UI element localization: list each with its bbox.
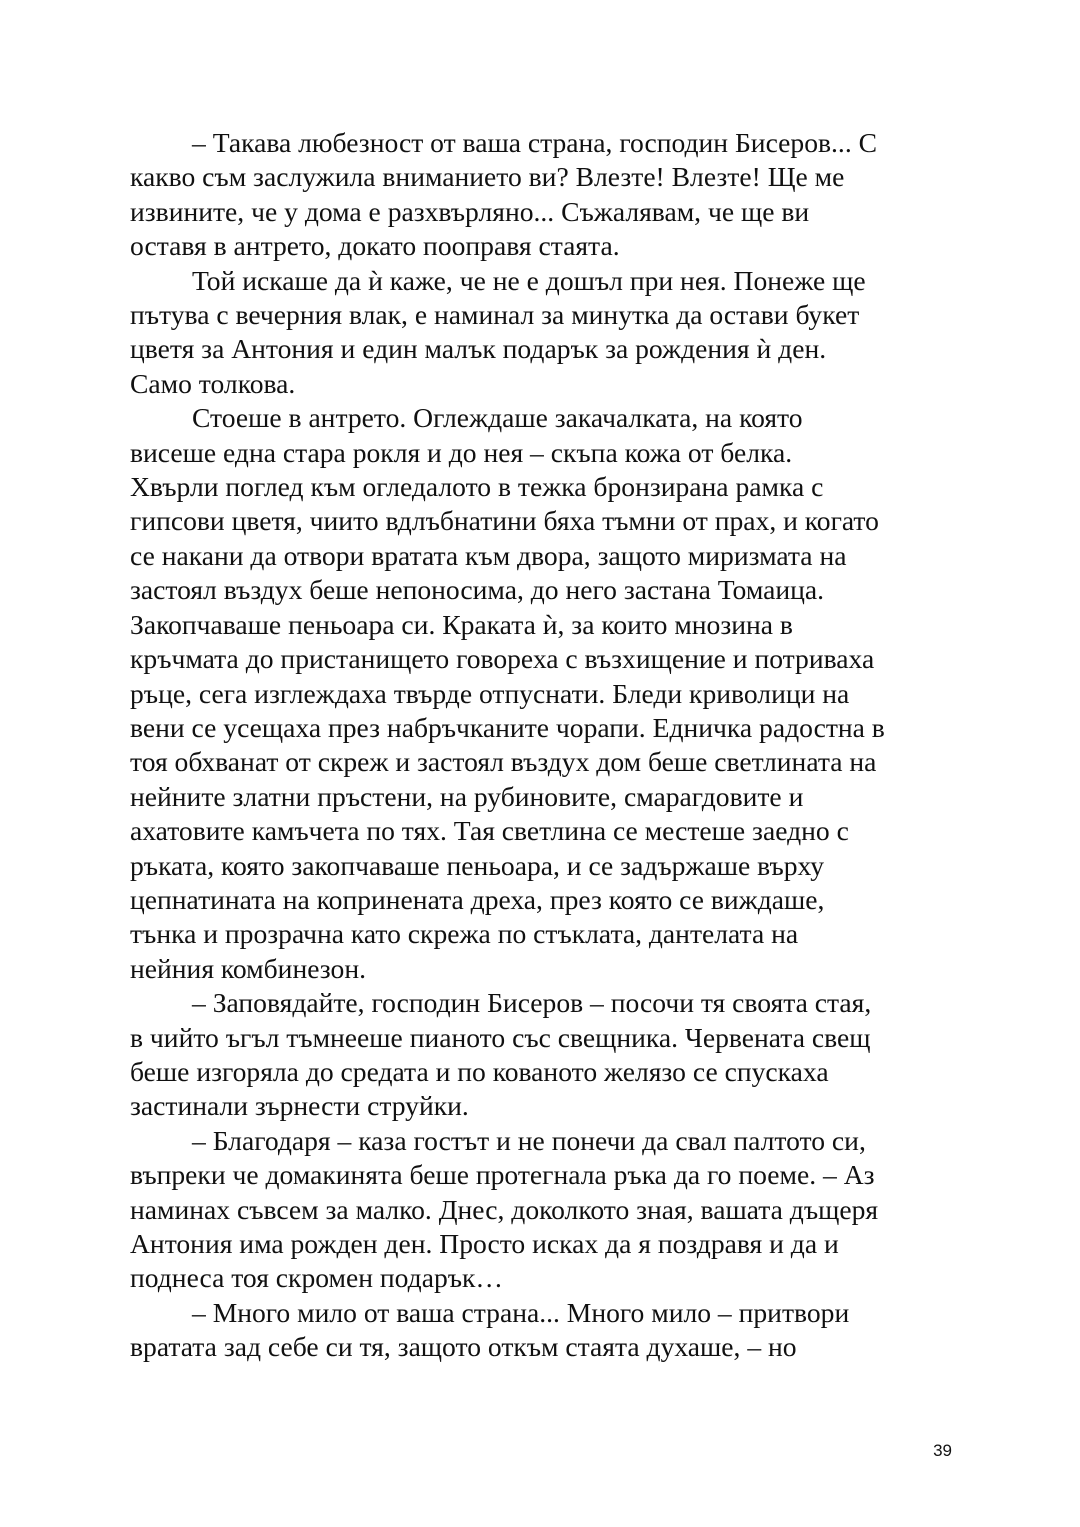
text-line: какво съм заслужила вниманието ви? Влезте! Влезте! Ще ме — [130, 161, 845, 193]
text-line: въпреки че домакинята беше протегнала ръка да го поеме. – Аз — [130, 1159, 875, 1191]
text-line: цепнатината на копринената дреха, през която се виждаше, — [130, 883, 825, 915]
text-line: Само толкова. — [130, 367, 296, 399]
paragraph — [130, 401, 952, 986]
paragraph — [130, 986, 952, 1124]
text-line: се накани да отвори вратата към двора, защото миризмата на — [130, 539, 847, 571]
text-line: застоял въздух беше непоносима, до него застана Томаица. — [130, 574, 825, 606]
text-line: беше изгоряла до средата и по кованото желязо се спускаха — [130, 1055, 829, 1087]
text-line: – Благодаря – каза гостът и не понечи да свал палтото си, — [192, 1124, 866, 1156]
paragraph — [130, 264, 952, 402]
paragraph — [130, 1296, 952, 1365]
text-line: тоя обхванат от скреж и застоял въздух дом беше светлината на — [130, 746, 877, 778]
text-line: гипсови цветя, чиито вдлъбнатини бяха тъмни от прах, и когато — [130, 505, 879, 537]
text-line: извините, че у дома е разхвърляно... Съжалявам, че ще ви — [130, 195, 810, 227]
text-line: пътува с вечерния влак, е наминал за минутка да остави букет — [130, 299, 860, 331]
text-line: оставя в антрето, докато пооправя стаята. — [130, 230, 620, 262]
text-line: Той искаше да ѝ каже, че не е дошъл при нея. Понеже ще — [192, 264, 866, 296]
text-line: ръката, която закопчаваше пеньоара, и се задържаше върху — [130, 849, 825, 881]
text-line: цветя за Антония и един малък подарък за рождения ѝ ден. — [130, 333, 827, 365]
text-line: тънка и прозрачна като скрежа по стъклата, дантелата на — [130, 918, 799, 950]
text-line: вени се усещаха през набръчканите чорапи. Едничка радостна в — [130, 711, 885, 743]
text-line: поднеса тоя скромен подарък… — [130, 1262, 504, 1294]
text-line: Антония има рожден ден. Просто исках да я поздравя и да и — [130, 1228, 839, 1259]
text-line: нейните златни пръстени, на рубиновите, смарагдовите и — [130, 780, 804, 812]
text-line: – Заповядайте, господин Бисеров – посочи тя своята стая, — [192, 987, 872, 1019]
text-line: застинали зърнести струйки. — [130, 1090, 469, 1122]
body-text — [130, 126, 952, 1365]
text-line: вратата зад себе си тя, защото откъм стаята духаше, – но — [130, 1331, 797, 1363]
text-line: кръчмата до пристанището говореха с възхищение и потриваха — [130, 643, 875, 675]
text-line: – Такава любезност от ваша страна, господин Бисеров... С — [192, 127, 878, 158]
paragraph — [130, 1124, 952, 1296]
text-line: ръце, сега изглеждаха твърде отпуснати. Бледи криволици на — [130, 677, 850, 709]
text-line: наминах съвсем за малко. Днес, доколкото зная, вашата дъщеря — [130, 1193, 879, 1225]
text-line: Стоеше в антрето. Оглеждаше закачалката, на която — [192, 402, 803, 434]
paragraph — [130, 126, 952, 264]
page-number: 39 — [933, 1441, 952, 1460]
text-line: ахатовите камъчета по тях. Тая светлина се местеше заедно с — [130, 815, 849, 847]
text-line: висеше една стара рокля и до нея – скъпа кожа от белка. — [130, 436, 793, 468]
text-line: – Много мило от ваша страна... Много мило – притвори — [192, 1296, 850, 1328]
text-line: нейния комбинезон. — [130, 952, 367, 984]
text-line: в чийто ъгъл тъмнееше пианото със свещника. Червената свещ — [130, 1021, 871, 1053]
text-line: Хвърли поглед към огледалото в тежка бронзирана рамка с — [130, 471, 824, 503]
text-line: Закопчаваше пеньоара си. Краката ѝ, за които мнозина в — [130, 608, 793, 640]
